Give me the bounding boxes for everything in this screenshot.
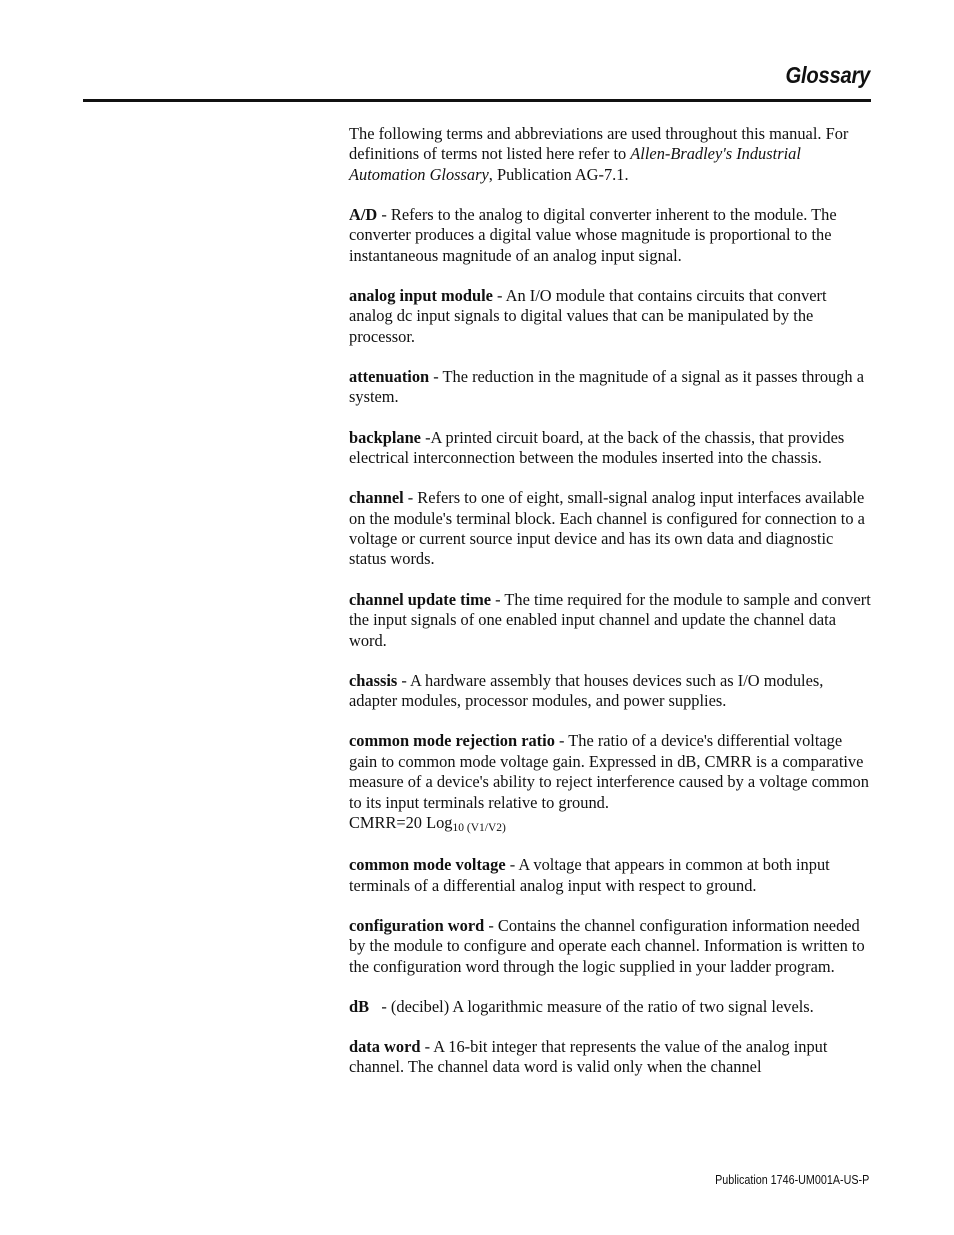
- intro-text-end: , Publication AG-7.1.: [488, 164, 629, 184]
- glossary-term: channel: [349, 488, 404, 508]
- glossary-definition: - Contains the channel configuration information needed by the module to configure and operate each channel. Information is written to the configuration word through the logic supplied in your ladder program.: [349, 915, 865, 976]
- glossary-definition: - The reduction in the magnitude of a signal as it passes through a system.: [349, 367, 864, 407]
- glossary-term: chassis: [349, 670, 398, 690]
- glossary-definition: - Refers to the analog to digital converter inherent to the module. The converter produces a digital value whose magnitude is proportional to the instantaneous magnitude of an analog input signal.: [349, 205, 837, 265]
- glossary-entry: [349, 1037, 872, 1078]
- glossary-definition: - A voltage that appears in common at both input terminals of a differential analog input with respect to ground.: [349, 855, 830, 895]
- glossary-term: backplane: [349, 427, 421, 447]
- header-rule: [83, 99, 871, 102]
- page-title: Glossary: [785, 62, 870, 88]
- publication-number: Publication 1746-UM001A-US-P: [714, 1173, 869, 1187]
- glossary-entry: [349, 590, 872, 651]
- glossary-term: attenuation: [349, 367, 430, 387]
- glossary-entry: [349, 488, 872, 570]
- glossary-entry: [349, 671, 872, 712]
- glossary-term: channel update time: [349, 589, 492, 609]
- glossary-entry: [349, 286, 872, 347]
- glossary-definition: - Refers to one of eight, small-signal analog input interfaces available on the module's terminal block. Each channel is configured for connection to a voltage or current source input device and has its own data and diagnostic status words.: [349, 488, 865, 569]
- glossary-definition: - A hardware assembly that houses devices such as I/O modules, adapter modules, processor modules, and power supplies.: [349, 670, 824, 711]
- glossary-term: dB: [349, 996, 370, 1016]
- cmrr-formula-subscript: 10 (V1/V2): [452, 821, 506, 834]
- glossary-definition: - (decibel) A logarithmic measure of the ratio of two signal levels.: [369, 996, 814, 1016]
- glossary-definition: - The ratio of a device's differential voltage gain to common mode voltage gain. Expressed in dB, CMRR is a comparative measure of a device's ability to reject interference caused by a voltage common to its input terminals relative to ground.: [349, 731, 869, 812]
- glossary-term: common mode rejection ratio: [349, 731, 555, 751]
- intro-paragraph: [349, 124, 872, 185]
- glossary-definition: -A printed circuit board, at the back of the chassis, that provides electrical interconnection between the modules inserted into the chassis.: [349, 427, 845, 468]
- glossary-entry: [349, 997, 872, 1017]
- glossary-definition: - A 16-bit integer that represents the value of the analog input channel. The channel data word is valid only when the channel: [349, 1036, 828, 1077]
- glossary-entry: [349, 855, 872, 896]
- glossary-entry: [349, 205, 872, 266]
- glossary-definition: - An I/O module that contains circuits that convert analog dc input signals to digital values that can be manipulated by the processor.: [349, 286, 827, 346]
- glossary-definition: - The time required for the module to sample and convert the input signals of one enabled input channel and update the channel data word.: [349, 589, 871, 650]
- intro-reference-title: Allen-Bradley's Industrial Automation Glossary: [349, 144, 801, 184]
- glossary-term: data word: [349, 1036, 421, 1056]
- cmrr-formula: CMRR=20 Log: [349, 812, 453, 832]
- intro-text: The following terms and abbreviations are used throughout this manual. For definitions of terms not listed here refer to: [349, 124, 849, 164]
- glossary-content: [349, 124, 872, 1098]
- glossary-term: configuration word: [349, 915, 485, 935]
- glossary-term: analog input module: [349, 286, 493, 306]
- glossary-entry: [349, 428, 872, 469]
- glossary-entry-cmrr: [349, 731, 872, 835]
- glossary-term: A/D: [349, 205, 378, 225]
- glossary-entry: [349, 916, 872, 977]
- glossary-term: common mode voltage: [349, 855, 506, 875]
- glossary-entry: [349, 367, 872, 408]
